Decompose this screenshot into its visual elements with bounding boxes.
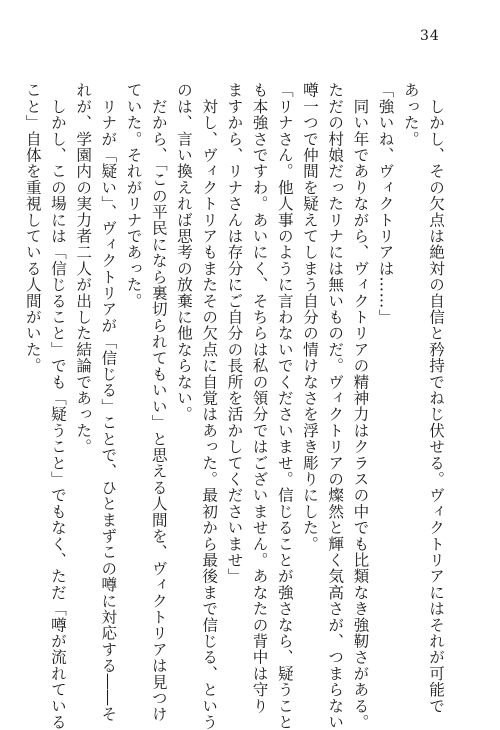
text-line: 「リナさん。他人事のように言わないでくださいませ。信じることが強さなら、疑うこと <box>275 82 294 730</box>
vertical-text-body <box>23 82 448 730</box>
text-line: も本強さですわ。あいにく、そちらは私の領分ではございません。あなたの背中は守り <box>250 82 269 714</box>
text-line: ただの村娘だったリナには無いものだ。ヴィクトリアの燦然と輝く気高さが、つまらない <box>326 82 345 730</box>
text-line: ていた。それがリナであった。 <box>124 82 143 309</box>
text-line: 同い年でありながら、ヴィクトリアの精神力はクラスの中でも比類なき強靭さがある。 <box>351 82 370 730</box>
text-line: 噂一つで仲間を疑えてしまう自分の情けなさを浮き彫りにした。 <box>300 82 319 552</box>
text-line: リナが「疑い」、ヴィクトリアが「信じる」ことで、ひとまずこの噂に対応する――そ <box>99 82 118 723</box>
text-line: しかし、この場には「信じること」でも「疑うこと」でもなく、ただ「噂が流れている <box>48 82 67 730</box>
page-number: 34 <box>420 28 440 44</box>
text-line: こと」自体を重視している人間がいた。 <box>23 82 42 374</box>
text-line: 対し、ヴィクトリアもまたその欠点に自覚はあった。最初から最後まで信じる、という <box>200 82 219 730</box>
text-line: だから、「この平民になら裏切られてもいい」と思える人間を、ヴィクトリアは見つけ <box>149 82 168 723</box>
text-line: れが、学園内の実力者二人が出した結論であった。 <box>74 82 93 455</box>
text-line: しかし、その欠点は絶対の自信と矜持でねじ伏せる。ヴィクトリアにはそれが可能で <box>427 82 445 714</box>
text-line: 「強いね、ヴィクトリアは……」 <box>376 82 395 325</box>
text-line: あった。 <box>401 82 420 147</box>
text-line: のは、言い換えれば思考の放棄に他ならない。 <box>174 82 193 423</box>
text-line: ますから、リナさんは存分にご自分の長所を活かしてくださいませ」 <box>225 82 244 585</box>
